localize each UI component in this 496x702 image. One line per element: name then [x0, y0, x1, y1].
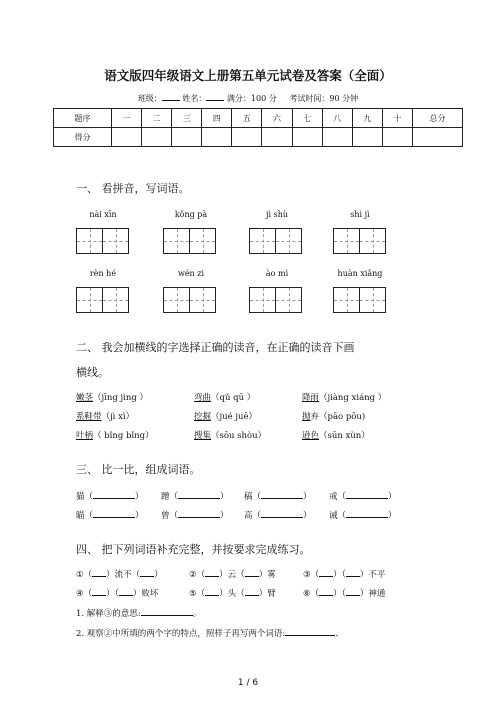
- score-cell[interactable]: [352, 128, 382, 147]
- answer-blank[interactable]: [178, 489, 220, 499]
- writing-grid[interactable]: [76, 228, 129, 254]
- section2-heading: 二、 我会加横线的字选择正确的读音，在正确的读音下画: [76, 341, 355, 354]
- given-chars: 神通: [368, 589, 386, 599]
- writing-grid[interactable]: [333, 287, 386, 313]
- score-cell[interactable]: [202, 128, 232, 147]
- given-chars: 败坏: [141, 589, 159, 599]
- grid-cell[interactable]: [163, 287, 190, 313]
- given-char: 蹭: [161, 492, 170, 502]
- page-title: 语文版四年级语文上册第五单元试卷及答案（全面）: [104, 68, 392, 83]
- class-blank: [162, 92, 180, 101]
- score-header-cell: 一: [112, 109, 142, 128]
- underlined-word: 弯曲: [194, 393, 212, 403]
- answer-blank[interactable]: [346, 586, 360, 596]
- writing-grid[interactable]: [76, 287, 129, 313]
- reading-options: 弃（pāo pōu): [310, 412, 366, 422]
- score-cell[interactable]: [382, 128, 412, 147]
- answer-blank[interactable]: [205, 567, 219, 577]
- reading-item: [194, 429, 266, 441]
- answer-blank[interactable]: [285, 626, 335, 636]
- item-number: ⑥: [303, 589, 311, 599]
- answer-blank[interactable]: [92, 586, 106, 596]
- section3-heading: 三、 比一比，组成词语。: [76, 463, 201, 476]
- idiom-item: ②（ ）云（ ）雾: [189, 567, 276, 580]
- reading-item: [76, 391, 148, 403]
- reading-options: （jué juē）: [211, 412, 257, 422]
- writing-grid[interactable]: [333, 228, 386, 254]
- section2-heading-cont: 横线。: [76, 366, 109, 379]
- name-blank: [206, 92, 224, 101]
- class-label: 班级：: [137, 94, 162, 103]
- question-text: 1. 解释③的意思:: [76, 609, 141, 619]
- reading-options: （jīng jìng ）: [93, 393, 148, 403]
- underlined-word: 逊色: [302, 431, 320, 441]
- score-table-row: [54, 128, 463, 147]
- idiom-item: ⑤（ ）头（ ）臂: [189, 586, 276, 599]
- grid-cell[interactable]: [102, 287, 129, 313]
- reading-options: （sūn xùn）: [319, 431, 370, 441]
- given-chars: 头: [227, 589, 237, 599]
- reading-item: [302, 391, 386, 403]
- answer-blank[interactable]: [245, 586, 259, 596]
- pinyin-label: nài xīn: [89, 210, 117, 219]
- pinyin-label: kǒng pà: [174, 210, 208, 219]
- grid-cell[interactable]: [76, 287, 103, 313]
- section1-heading: 一、 看拼音，写词语。: [76, 182, 190, 195]
- underlined-word: 叶柄: [76, 431, 94, 441]
- grid-cell[interactable]: [359, 287, 386, 313]
- score-header-cell: 五: [232, 109, 262, 128]
- underlined-word: 抛: [302, 412, 311, 422]
- grid-cell[interactable]: [275, 287, 302, 313]
- pinyin-label: jì shù: [266, 210, 288, 219]
- answer-blank[interactable]: [141, 606, 193, 616]
- writing-grid[interactable]: [249, 228, 302, 254]
- answer-blank[interactable]: [93, 489, 135, 499]
- answer-blank[interactable]: [261, 508, 303, 518]
- given-char: 稿: [244, 492, 253, 502]
- grid-cell[interactable]: [333, 228, 360, 254]
- name-label: 姓名：: [182, 94, 207, 103]
- full-score: 满分：100 分: [226, 94, 277, 103]
- grid-cell[interactable]: [189, 228, 216, 254]
- idiom-item: ①（ ）流不（ ）: [76, 567, 163, 580]
- answer-blank[interactable]: [319, 567, 333, 577]
- item-number: ②: [189, 570, 197, 580]
- question-2: 2. 观察②中所填的两个字的特点，照样子再写两个词语: 、: [76, 626, 344, 639]
- score-cell[interactable]: [232, 128, 262, 147]
- score-header-cell: 九: [352, 109, 382, 128]
- word-blank-item: 瞄（ ）: [76, 508, 144, 521]
- writing-grid[interactable]: [249, 287, 302, 313]
- pinyin-label: wén zi: [177, 269, 205, 278]
- score-header-cell: 四: [202, 109, 232, 128]
- pinyin-label: ào mì: [265, 269, 289, 278]
- given-chars: 不平: [368, 570, 386, 580]
- score-cell[interactable]: [142, 128, 172, 147]
- given-chars: 臂: [267, 589, 276, 599]
- reading-options: （qǔ qū ）: [211, 393, 256, 403]
- grid-cell[interactable]: [249, 228, 276, 254]
- underlined-word: 搜集: [194, 431, 212, 441]
- exam-info: [0, 92, 496, 104]
- score-cell[interactable]: [413, 128, 463, 147]
- score-header-cell: 二: [142, 109, 172, 128]
- reading-options: （sōu shòu）: [211, 431, 267, 441]
- given-chars: 云: [227, 570, 237, 580]
- pinyin-label: rèn hé: [89, 269, 117, 278]
- score-header-cell: 七: [292, 109, 322, 128]
- given-char: 猫: [76, 492, 85, 502]
- answer-blank[interactable]: [319, 586, 333, 596]
- underlined-word: 降雨: [302, 393, 320, 403]
- score-header-cell: 三: [172, 109, 202, 128]
- word-blank-item: 戒（ ）: [329, 489, 397, 502]
- answer-blank[interactable]: [346, 508, 388, 518]
- section4-heading: 四、 把下列词语补充完整，并按要求完成练习。: [76, 543, 311, 556]
- idiom-item: ④（ ）（ ）败坏: [76, 586, 158, 599]
- answer-blank[interactable]: [93, 508, 135, 518]
- item-number: ③: [303, 570, 311, 580]
- page-number: 1 / 6: [237, 678, 259, 688]
- reading-item: [76, 410, 134, 422]
- reading-item: [302, 410, 365, 422]
- given-char: 高: [244, 511, 253, 521]
- reading-options: （ bǐng bǐng）: [93, 431, 154, 441]
- answer-blank[interactable]: [92, 567, 106, 577]
- reading-item: [302, 429, 370, 441]
- given-char: 戒: [329, 492, 338, 502]
- given-char: 曾: [161, 511, 170, 521]
- score-header-cell: 总分: [413, 109, 463, 128]
- underlined-word: 系鞋带: [76, 412, 102, 422]
- pinyin-label: shì jì: [350, 210, 370, 219]
- grid-cell[interactable]: [249, 287, 276, 313]
- question-1: 1. 解释③的意思: 。: [76, 606, 201, 619]
- score-header-cell: 十: [382, 109, 412, 128]
- item-number: ④: [76, 589, 84, 599]
- answer-blank[interactable]: [140, 567, 154, 577]
- question-text: 2. 观察②中所填的两个字的特点，照样子再写两个词语:: [76, 629, 286, 639]
- word-blank-item: 诫（ ）: [329, 508, 397, 521]
- word-blank-item: 猫（ ）: [76, 489, 144, 502]
- score-header-cell: 六: [262, 109, 292, 128]
- exam-time: 考试时间：90 分钟: [289, 94, 359, 103]
- writing-grid[interactable]: [163, 287, 216, 313]
- given-char: 瞄: [76, 511, 85, 521]
- word-blank-item: 蹭（ ）: [161, 489, 229, 502]
- reading-item: [194, 391, 255, 403]
- reading-item: [194, 410, 257, 422]
- grid-cell[interactable]: [76, 228, 103, 254]
- score-cell[interactable]: [322, 128, 352, 147]
- pinyin-label: huàn xiǎng: [337, 269, 383, 278]
- score-cell[interactable]: [112, 128, 142, 147]
- answer-blank[interactable]: [119, 586, 133, 596]
- idiom-item: ③（ ）（ ）不平: [303, 567, 385, 580]
- grid-cell[interactable]: [189, 287, 216, 313]
- score-table: [53, 108, 463, 147]
- word-blank-item: 高（ ）: [244, 508, 312, 521]
- answer-blank[interactable]: [245, 567, 259, 577]
- word-blank-item: 稿（ ）: [244, 489, 312, 502]
- score-header-cell: 八: [322, 109, 352, 128]
- answer-blank[interactable]: [346, 489, 388, 499]
- given-chars: 流不: [114, 570, 132, 580]
- item-number: ⑤: [189, 589, 197, 599]
- writing-grid[interactable]: [163, 228, 216, 254]
- item-number: ①: [76, 570, 84, 580]
- answer-blank[interactable]: [205, 586, 219, 596]
- given-chars: 雾: [267, 570, 276, 580]
- answer-blank[interactable]: [178, 508, 220, 518]
- score-table-header: [54, 109, 463, 128]
- underlined-word: 嫩茎: [76, 393, 94, 403]
- score-row-label: 得分: [54, 128, 112, 147]
- reading-item: [76, 429, 154, 441]
- grid-cell[interactable]: [163, 228, 190, 254]
- answer-blank[interactable]: [261, 489, 303, 499]
- reading-options: （jiàng xiáng ）: [319, 393, 387, 403]
- score-cell[interactable]: [172, 128, 202, 147]
- reading-options: （jì xì）: [101, 412, 135, 422]
- idiom-item: ⑥（ ）（ ）神通: [303, 586, 385, 599]
- score-cell[interactable]: [292, 128, 322, 147]
- answer-blank[interactable]: [346, 567, 360, 577]
- underlined-word: 挖掘: [194, 412, 212, 422]
- grid-cell[interactable]: [359, 228, 386, 254]
- word-blank-item: 曾（ ）: [161, 508, 229, 521]
- given-char: 诫: [329, 511, 338, 521]
- score-cell[interactable]: [262, 128, 292, 147]
- grid-cell[interactable]: [333, 287, 360, 313]
- grid-cell[interactable]: [275, 228, 302, 254]
- score-header-cell: 题序: [54, 109, 112, 128]
- grid-cell[interactable]: [102, 228, 129, 254]
